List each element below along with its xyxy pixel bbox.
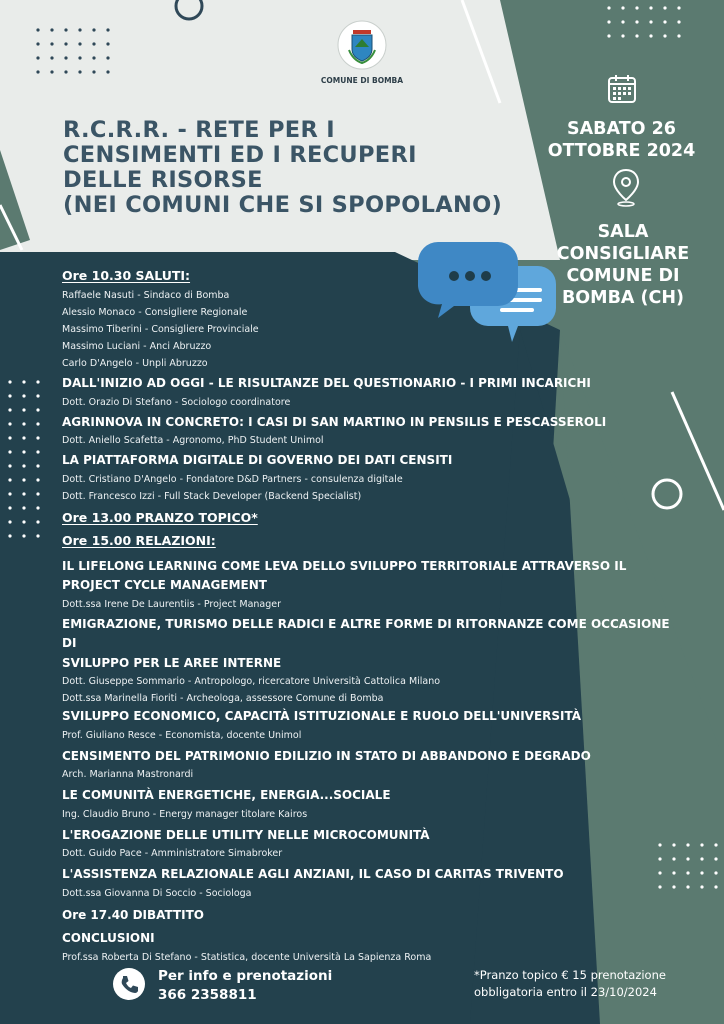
dot-grid-left	[8, 380, 39, 537]
saluti-heading: Ore 10.30 SALUTI:	[62, 268, 191, 283]
dot-grid-top-right	[607, 6, 680, 37]
map-pin-icon	[611, 168, 641, 208]
talk-speaker: Dott.ssa Marinella Fioriti - Archeologa, assessore Comune di Bomba	[62, 693, 384, 704]
date-line: SABATO 26	[567, 119, 676, 139]
talk-speaker: Ing. Claudio Bruno - Energy manager titolare Kairos	[62, 808, 308, 820]
title-line: DELLE RISORSE	[63, 167, 263, 193]
calendar-icon	[607, 74, 637, 104]
talk-title: L'EROGAZIONE DELLE UTILITY NELLE MICROCOMUNITÀ	[62, 827, 430, 842]
saluti-item: Alessio Monaco - Consigliere Regionale	[62, 307, 248, 318]
talk-speaker: Dott.ssa Irene De Laurentiis - Project Manager	[62, 598, 282, 610]
talk-title: LA PIATTAFORMA DIGITALE DI GOVERNO DEI DATI CENSITI	[62, 453, 453, 467]
talk-title: EMIGRAZIONE, TURISMO DELLE RADICI E ALTRE FORME DI RITORNANZE COME OCCASIONE DI	[62, 616, 670, 650]
talk-title: CENSIMENTO DEL PATRIMONIO EDILIZIO IN STATO DI ABBANDONO E DEGRADO	[62, 748, 591, 763]
talk-title: L'ASSISTENZA RELAZIONALE AGLI ANZIANI, IL CASO DI CARITAS TRIVENTO	[62, 867, 564, 881]
talk-title: AGRINNOVA IN CONCRETO: I CASI DI SAN MARTINO IN PENSILIS E PESCASSEROLI	[62, 414, 607, 429]
venue-line: CONSIGLIARE	[556, 244, 690, 264]
title-line: CENSIMENTI ED I RECUPERI	[63, 142, 417, 168]
note-line: *Pranzo topico € 15 prenotazione	[474, 968, 666, 982]
event-date	[544, 118, 699, 162]
date-line: OTTOBRE 2024	[547, 141, 696, 161]
phone-icon	[112, 967, 146, 1001]
venue-line: SALA	[597, 222, 649, 242]
talk-title: LE COMUNITÀ ENERGETICHE, ENERGIA...SOCIALE	[62, 788, 391, 802]
talk-title: SVILUPPO ECONOMICO, CAPACITÀ ISTITUZIONALE E RUOLO DELL'UNIVERSITÀ	[62, 709, 582, 723]
talk-title: PROJECT CYCLE MANAGEMENT	[62, 578, 267, 592]
saluti-item: Carlo D'Angelo - Unpli Abruzzo	[62, 358, 208, 369]
dibattito-heading: Ore 17.40 DIBATTITO	[62, 907, 204, 922]
conclusioni-speaker: Prof.ssa Roberta Di Stefano - Statistica, docente Università La Sapienza Roma	[62, 951, 432, 963]
talk-speaker: Dott. Guido Pace - Amministratore Simabroker	[62, 848, 283, 859]
saluti-item: Massimo Tiberini - Consigliere Provinciale	[62, 324, 259, 335]
talk-speaker: Dott. Francesco Izzi - Full Stack Developer (Backend Specialist)	[62, 490, 362, 502]
talk-speaker: Dott. Cristiano D'Angelo - Fondatore D&D Partners - consulenza digitale	[62, 473, 403, 485]
talk-speaker: Dott. Orazio Di Stefano - Sociologo coordinatore	[62, 396, 291, 408]
contact-info	[158, 967, 332, 1005]
talk-title: SVILUPPO PER LE AREE INTERNE	[62, 655, 282, 670]
talk-speaker: Prof. Giuliano Resce - Economista, docente Unimol	[62, 729, 302, 741]
title-line: (NEI COMUNI CHE SI SPOPOLANO)	[63, 192, 503, 218]
venue-line: BOMBA (CH)	[561, 288, 685, 308]
title-line: R.C.R.R. - RETE PER I	[63, 117, 335, 143]
contact-label: Per info e prenotazioni	[158, 968, 333, 984]
comune-logo	[337, 20, 387, 70]
talk-speaker: Arch. Marianna Mastronardi	[62, 769, 194, 780]
note-line: obbligatoria entro il 23/10/2024	[474, 985, 657, 999]
conclusioni-heading: CONCLUSIONI	[62, 931, 155, 945]
talk-title: DALL'INIZIO AD OGGI - LE RISULTANZE DEL QUESTIONARIO - I PRIMI INCARICHI	[62, 376, 591, 390]
saluti-item: Massimo Luciani - Anci Abruzzo	[62, 341, 212, 352]
contact-phone[interactable]: 366 2358811	[158, 987, 257, 1003]
talk-title: IL LIFELONG LEARNING COME LEVA DELLO SVILUPPO TERRITORIALE ATTRAVERSO IL	[62, 558, 627, 573]
talk-speaker: Dott. Giuseppe Sommario - Antropologo, ricercatore Università Cattolica Milano	[62, 676, 441, 687]
saluti-item: Raffaele Nasuti - Sindaco di Bomba	[62, 290, 230, 301]
venue-line: COMUNE DI	[566, 266, 680, 286]
lunch-note	[474, 967, 704, 1001]
program	[62, 267, 672, 966]
dot-grid-top-left	[36, 28, 109, 73]
talk-speaker: Dott. Aniello Scafetta - Agronomo, PhD Student Unimol	[62, 435, 324, 446]
event-title	[63, 118, 533, 218]
relazioni-heading: Ore 15.00 RELAZIONI:	[62, 532, 216, 548]
logo-caption: COMUNE DI BOMBA	[320, 76, 404, 85]
lunch-heading: Ore 13.00 PRANZO TOPICO*	[62, 509, 258, 525]
talk-speaker: Dott.ssa Giovanna Di Soccio - Sociologa	[62, 887, 252, 899]
